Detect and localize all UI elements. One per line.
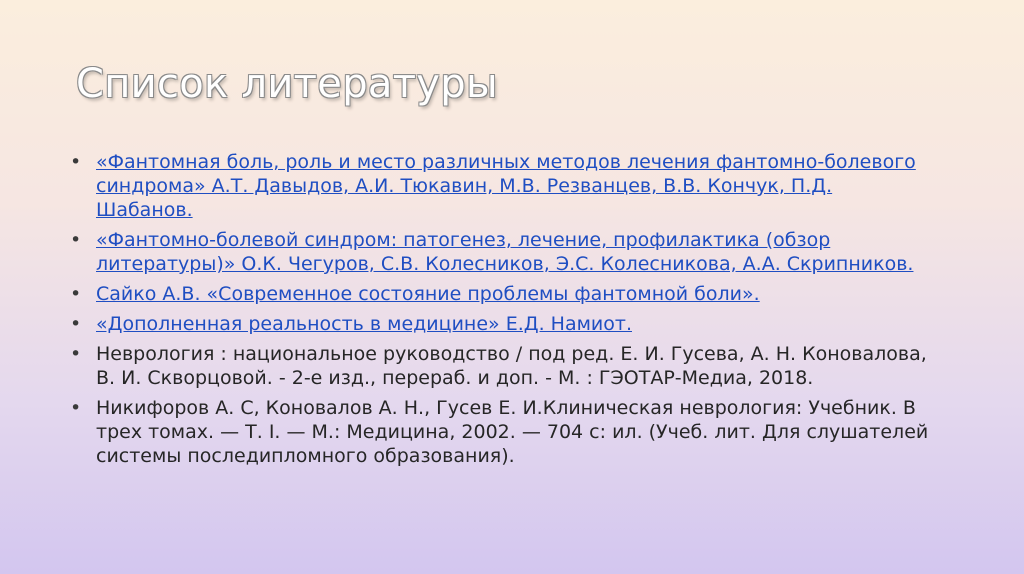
bullet-icon: • [70,343,82,365]
reference-item [70,342,930,390]
bullet-icon: • [70,397,82,419]
bullet-icon: • [70,283,82,305]
reference-link[interactable]: «Фантомная боль, роль и место различных методов лечения фантомно-болевого синдрома» А.Т. Давыдов, А.И. Тюкавин, М.В. Резванцев, В.В. Кончук, П.Д. Шабанов. [96,151,916,221]
reference-item [70,228,930,276]
reference-list [70,150,930,474]
reference-item [70,282,930,306]
reference-link[interactable]: Сайко А.В. «Современное состояние проблемы фантомной боли». [96,283,760,305]
reference-text: Неврология : национальное руководство / под ред. Е. И. Гусева, А. Н. Коновалова, В. И. Скворцовой. - 2-е изд., перераб. и доп. - М. : ГЭОТАР-Медиа, 2018. [96,343,927,389]
reference-item [70,150,930,222]
reference-link[interactable]: «Фантомно-болевой синдром: патогенез, лечение, профилактика (обзор литературы)» О.К. Чегуров, С.В. Колесников, Э.С. Колесникова, А.А. Скрипников. [96,229,914,275]
bullet-icon: • [70,229,82,251]
reference-item [70,396,930,468]
bullet-icon: • [70,313,82,335]
reference-link[interactable]: «Дополненная реальность в медицине» Е.Д. Намиот. [96,313,632,335]
slide-title: Список литературы [76,61,498,107]
reference-text: Никифоров А. С, Коновалов А. Н., Гусев Е. И.Клиническая неврология: Учебник. В трех томах. — Т. I. — М.: Медицина, 2002. — 704 с: ил. (Учеб. лит. Для слушателей системы последипломного образования). [96,397,929,467]
bullet-icon: • [70,151,82,173]
reference-item [70,312,930,336]
